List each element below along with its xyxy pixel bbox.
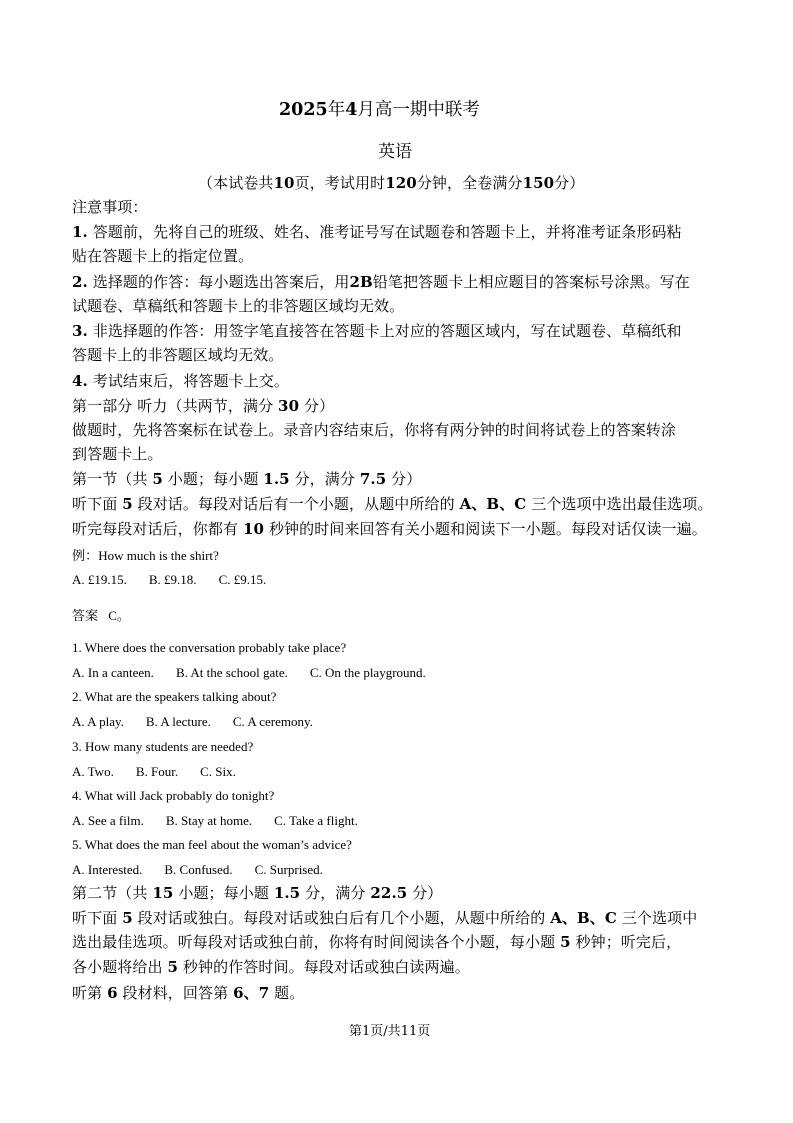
notice-item-2 <box>72 275 690 290</box>
section-instr-num: 5 <box>122 495 133 513</box>
notice-pencil-grade: 2B <box>349 273 373 291</box>
section-instr-text: 段对话。每段对话后有一个小题，从题中所给的 <box>137 495 455 513</box>
question-5-options <box>72 863 323 876</box>
section-instr-text: 各小题将给出 <box>72 958 163 976</box>
part1-heading-score: 30 <box>278 397 300 415</box>
exam-info-text: 分） <box>554 174 585 192</box>
example-option-b: B. £9.18. <box>148 572 197 587</box>
option-a: A. Two. <box>72 764 114 779</box>
option-b: B. At the school gate. <box>175 665 288 680</box>
section-heading-count: 15 <box>152 884 174 902</box>
title-rest: 月高一期中联考 <box>357 100 480 120</box>
section-instr-num: 5 <box>560 933 571 951</box>
section-heading-text: 第二节（共 <box>72 884 148 902</box>
notice-item-3 <box>72 324 682 339</box>
notice-item-text: 铅笔把答题卡上相应题目的答案标号涂黑。写在 <box>372 273 690 291</box>
notice-item-1 <box>72 225 682 240</box>
option-c: C. Take a flight. <box>274 813 358 828</box>
exam-info-text: （本试卷共 <box>198 174 274 192</box>
question-2: 2. What are the speakers talking about? <box>72 689 277 704</box>
section-instr-text: 秒钟；听完后， <box>575 933 682 951</box>
footer-text: 第 <box>349 1024 363 1039</box>
question-range: 6、7 <box>233 984 270 1002</box>
part1-instructions-cont: 到答题卡上。 <box>72 445 163 463</box>
part1-heading-text: 分） <box>304 397 335 415</box>
question-3-options <box>72 765 236 778</box>
section2-instructions-cont <box>72 935 681 950</box>
notice-item-4 <box>72 374 289 389</box>
example-label: 例： <box>72 548 99 563</box>
section-instr-text: 三个选项中选出最佳选项。 <box>531 495 713 513</box>
section-instr-text: 秒钟的作答时间。每段对话或独白读两遍。 <box>182 958 470 976</box>
footer-text: 页 <box>417 1024 431 1039</box>
section-instr-text: 秒钟的时间来回答有关小题和阅读下一小题。每段对话仅读一遍。 <box>268 520 707 538</box>
section-instr-text: 段材料，回答第 <box>122 984 229 1002</box>
section-heading-each: 1.5 <box>273 884 301 902</box>
notice-item-number: 3. <box>72 322 88 340</box>
exam-info-text: 页，考试用时 <box>294 174 386 192</box>
footer-page-number: 1 <box>362 1024 371 1039</box>
notice-item-number: 4. <box>72 372 88 390</box>
section-instr-num: 10 <box>242 520 265 538</box>
option-a: A. In a canteen. <box>72 665 154 680</box>
title-year-suffix: 年 <box>327 100 346 120</box>
material-6-instruction <box>72 986 304 1001</box>
section1-heading <box>72 472 421 487</box>
section2-heading <box>72 886 442 901</box>
question-4-options <box>72 814 358 827</box>
answer-label: 答案 <box>72 608 99 623</box>
option-a: A. See a film. <box>72 813 144 828</box>
question-1: 1. Where does the conversation probably take place? <box>72 640 347 655</box>
answer-value: C。 <box>108 608 130 623</box>
page-footer <box>349 1025 430 1038</box>
section-heading-total: 22.5 <box>370 884 408 902</box>
example-question <box>72 549 219 562</box>
section-instr-text: 听完每段对话后，你都有 <box>72 520 239 538</box>
question-2-options <box>72 715 313 728</box>
section-instr-num: 5 <box>122 909 133 927</box>
notice-item-text: 考试结束后，将答题卡上交。 <box>92 372 290 390</box>
notice-item-1-cont: 贴在答题卡上的指定位置。 <box>72 247 254 265</box>
section-heading-text: 分） <box>391 470 422 488</box>
question-5: 5. What does the man feel about the woman’s advice? <box>72 837 352 852</box>
example-option-a: A. £19.15. <box>72 572 127 587</box>
option-b: B. A lecture. <box>145 714 211 729</box>
section-instr-options: A、B、C <box>550 909 617 927</box>
option-c: C. On the playground. <box>309 665 426 680</box>
section-instr-text: 选出最佳选项。听每段对话或独白前，你将有时间阅读各个小题，每小题 <box>72 933 556 951</box>
part1-heading-text: 第一部分 听力（共两节，满分 <box>72 397 274 415</box>
section-instr-num: 5 <box>167 958 179 976</box>
option-c: C. Six. <box>200 764 236 779</box>
section-heading-text: 分，满分 <box>305 884 366 902</box>
example-answer <box>72 609 130 622</box>
title-year: 2025 <box>279 100 328 120</box>
section-heading-text: 小题；每小题 <box>167 470 259 488</box>
notice-item-text: 选择题的作答：每小题选出答案后，用 <box>92 273 350 291</box>
exam-info <box>198 176 584 191</box>
exam-info-minutes: 120 <box>385 174 417 192</box>
notice-item-number: 1. <box>72 223 88 241</box>
section2-instructions <box>72 911 697 926</box>
notice-item-3-cont: 答题卡上的非答题区域均无效。 <box>72 346 284 364</box>
option-b: B. Four. <box>135 764 179 779</box>
section-instr-text: 段对话或独白。每段对话或独白后有几个小题，从题中所给的 <box>137 909 546 927</box>
option-b: B. Stay at home. <box>165 813 253 828</box>
notice-item-text: 非选择题的作答：用签字笔直接答在答题卡上对应的答题区域内，写在试题卷、草稿纸和 <box>92 322 682 340</box>
question-1-options <box>72 666 426 679</box>
section-heading-count: 5 <box>152 470 163 488</box>
exam-info-text: 分钟，全卷满分 <box>416 174 523 192</box>
part1-instructions: 做题时，先将答案标在试卷上。录音内容结束后，你将有两分钟的时间将试卷上的答案转涂 <box>72 421 677 439</box>
subject-title: 英语 <box>378 142 412 162</box>
exam-info-score: 150 <box>522 174 555 192</box>
section2-instructions-cont2 <box>72 960 470 975</box>
section-heading-text: 小题；每小题 <box>178 884 269 902</box>
example-question-text: How much is the shirt? <box>98 548 219 563</box>
section-instr-text: 听下面 <box>72 495 118 513</box>
footer-total-pages: 11 <box>400 1024 418 1039</box>
exam-title <box>279 102 480 120</box>
section-heading-text: 第一节（共 <box>72 470 148 488</box>
option-c: C. A ceremony. <box>232 714 313 729</box>
example-option-c: C. £9.15. <box>218 572 267 587</box>
part1-heading <box>72 399 334 414</box>
footer-text: 页/共 <box>370 1024 401 1039</box>
section1-instructions <box>72 497 712 512</box>
section-instr-text: 听下面 <box>72 909 118 927</box>
notice-heading: 注意事项： <box>72 198 148 216</box>
option-c: C. Surprised. <box>254 862 323 877</box>
section-instr-text: 题。 <box>274 984 305 1002</box>
section-instr-text: 三个选项中 <box>621 909 698 927</box>
option-a: A. A play. <box>72 714 124 729</box>
section-instr-text: 听第 <box>72 984 103 1002</box>
section-instr-options: A、B、C <box>459 495 527 513</box>
title-month: 4 <box>345 100 358 120</box>
section-heading-text: 分，满分 <box>294 470 355 488</box>
section-heading-total: 7.5 <box>359 470 387 488</box>
notice-item-2-cont: 试题卷、草稿纸和答题卡上的非答题区域均无效。 <box>72 297 405 315</box>
material-number: 6 <box>107 984 118 1002</box>
question-4: 4. What will Jack probably do tonight? <box>72 788 275 803</box>
notice-item-text: 答题前，先将自己的班级、姓名、准考证号写在试题卷和答题卡上，并将准考证条形码粘 <box>92 223 682 241</box>
exam-info-pages: 10 <box>273 174 295 192</box>
section-heading-text: 分） <box>412 884 443 902</box>
question-3: 3. How many students are needed? <box>72 739 254 754</box>
option-a: A. Interested. <box>72 862 143 877</box>
example-options <box>72 573 266 586</box>
section1-instructions-cont <box>72 522 707 537</box>
notice-item-number: 2. <box>72 273 88 291</box>
section-heading-each: 1.5 <box>263 470 290 488</box>
option-b: B. Confused. <box>164 862 233 877</box>
